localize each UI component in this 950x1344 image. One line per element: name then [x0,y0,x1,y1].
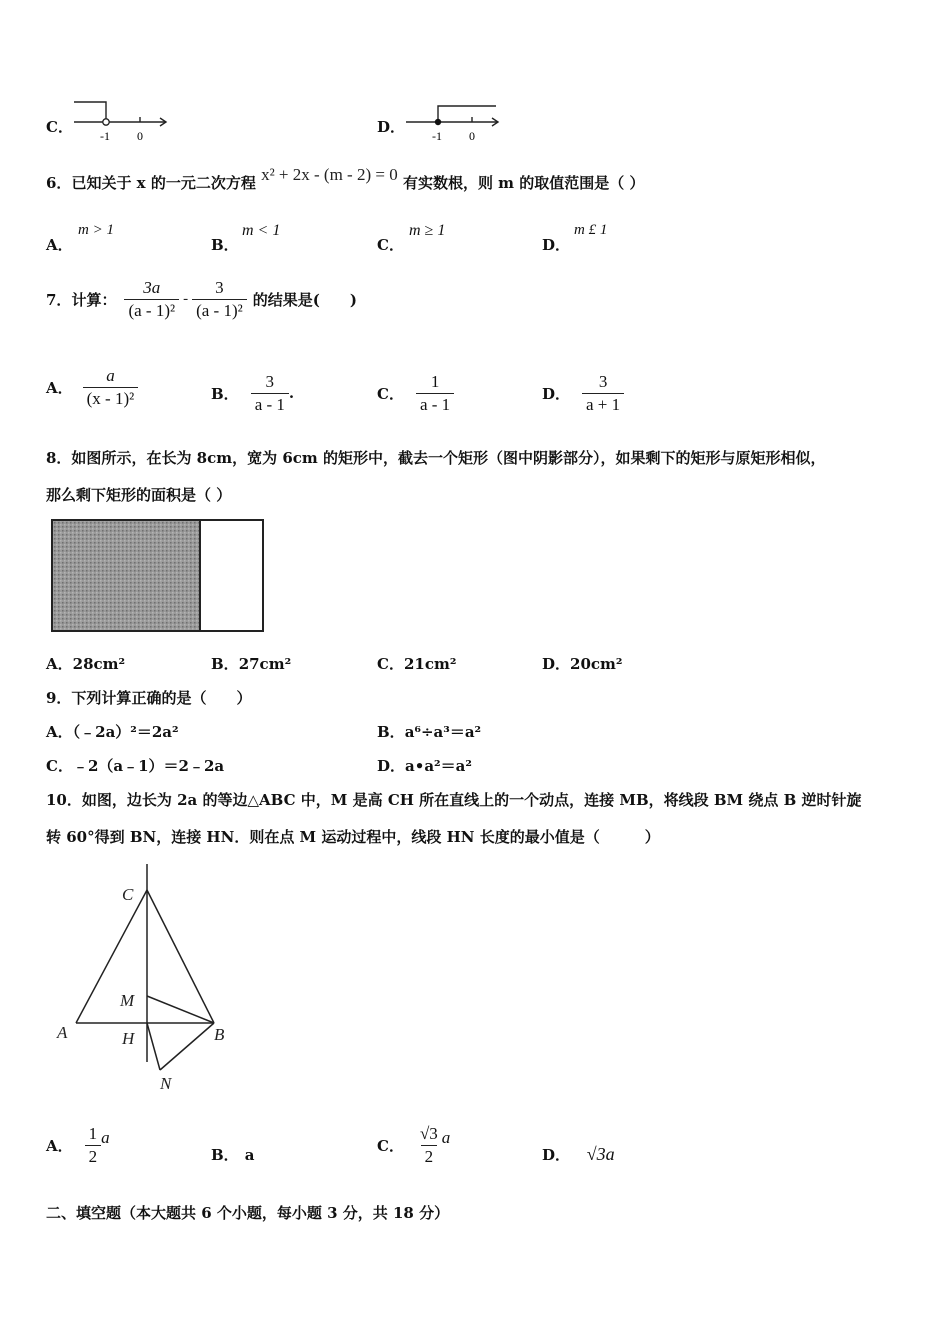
q7-option-b [211,372,294,414]
q7-option-b-num: 3 [265,372,275,391]
q8-option-c-label: C． [377,655,404,673]
q7-option-c-num: 1 [430,372,440,391]
q6-number: 6． [46,174,72,192]
q7-option-c [377,372,454,414]
q7-fraction-1 [124,278,179,320]
q7-option-b-fraction [251,372,289,414]
q10-option-b-label: B． [211,1146,239,1164]
q10-option-c-num: √3 [419,1124,438,1143]
q7-minus: - [183,290,189,307]
q8-remaining-rectangle [200,520,263,631]
q5-option-d-label: D． [377,118,406,136]
q7-frac1-num: 3a [143,278,161,297]
q7-option-a [46,366,138,408]
q6-text-after: 有实数根，则 m 的取值范围是（ ） [402,174,645,192]
q7-option-c-label: C． [377,384,404,403]
q8-option-b-value: 27cm² [238,655,292,673]
q8-option-b-label: B． [211,655,239,673]
q7-option-d-label: D． [542,384,571,403]
q8-option-d [542,653,622,674]
q8-stem-line1: 8．如图所示，在长为 8cm，宽为 6cm 的矩形中，截去一个矩形（图中阴影部分），如果剩下的矩形与原矩形相似， [46,449,826,467]
q10-point-n: N [160,1074,172,1093]
q7-number: 7． [46,290,72,309]
q9-option-b-value: a⁶÷a³＝a² [404,723,482,741]
q6-option-c-value: m ≥ 1 [409,222,446,239]
q9-option-b [377,721,481,742]
q8-rectangle-figure [50,518,272,634]
q7-frac1-den: (a - 1)² [124,299,179,321]
q6-text-before: 已知关于 x 的一元二次方程 [71,174,256,192]
q8-option-a [46,653,125,674]
q7-fraction-2 [192,278,247,320]
q9-option-d-label: D． [377,757,406,775]
q10-option-a [46,1124,110,1166]
q7-option-d-fraction [582,372,624,414]
q9-option-c-label: C． [46,757,73,775]
q8-option-c [377,653,456,674]
q10-option-a-den: 2 [85,1145,102,1167]
q5-option-c-numberline [72,98,172,146]
q10-point-h: H [122,1029,135,1048]
q7-option-c-fraction [416,372,454,414]
q8-option-d-value: 20cm² [570,655,623,673]
q5-option-c-label: C． [46,118,73,136]
q6-option-d-value: m £ 1 [574,222,608,238]
q7-option-b-label: B． [211,384,239,403]
q10-point-c: C [122,885,134,904]
q7-frac2-num: 3 [215,278,224,297]
q9-option-c [46,755,224,776]
q7-frac2-den: (a - 1)² [192,299,247,321]
q10-segment-mb [147,996,214,1023]
q10-option-a-tail: a [101,1128,110,1148]
q6-equation: x² + 2x - (m - 2) = 0 [261,165,398,184]
q7-option-c-den: a - 1 [416,393,454,415]
q7-option-d [542,372,624,414]
q9-option-b-label: B． [377,723,405,741]
q9-option-a-label: A． [46,723,73,741]
q8-option-a-value: 28cm² [72,655,126,673]
q6-option-b-value: m < 1 [242,222,281,239]
q10-point-b: B [214,1025,225,1044]
q10-stem-line1: 10．如图，边长为 2a 的等边△ABC 中，M 是高 CH 所在直线上的一个动点，连接 MB，将线段 BM 绕点 B 逆时针旋 [46,791,862,809]
q10-option-c-label: C． [377,1136,404,1155]
q7-option-b-tail: . [288,384,295,403]
q9-option-d [377,755,472,776]
q10-point-a: A [57,1023,68,1042]
q8-option-a-label: A． [46,655,73,673]
q10-point-m: M [120,991,135,1010]
q9-option-c-value: ﹣2（a﹣1）＝2﹣2a [72,757,225,775]
q5-c-tick-zero: 0 [137,129,143,143]
q7-option-a-den: (x - 1)² [83,387,139,409]
q8-option-c-value: 21cm² [403,655,457,673]
q10-option-c-fraction [416,1124,442,1166]
q9-option-a [46,721,179,742]
q10-option-c [377,1124,450,1166]
q7-option-a-label: A． [46,378,73,397]
q10-option-d [542,1144,615,1165]
q10-option-a-fraction [85,1124,102,1166]
q7-option-d-num: 3 [598,372,608,391]
q10-segment-bn [160,1023,214,1070]
q8-option-d-label: D． [542,655,571,673]
q10-side-cb [147,890,214,1023]
q9-option-a-value: （﹣2a）²＝2a² [72,723,179,741]
q6-stem [46,165,645,193]
q10-stem-line2: 转 60°得到 BN，连接 HN．则在点 M 运动过程中，线段 HN 长度的最小值是（ ） [46,828,660,846]
q7-option-d-den: a + 1 [582,393,624,415]
q10-option-c-den: 2 [421,1145,438,1167]
q7-option-a-num: a [106,366,115,385]
q10-option-b [211,1144,254,1165]
q5-d-tick-zero: 0 [469,129,475,143]
q8-stem-line2: 那么剩下矩形的面积是（ ） [46,486,232,504]
q6-option-a-value: m > 1 [78,222,114,238]
q10-option-a-num: 1 [88,1124,98,1143]
q7-prefix: 计算： [71,290,117,309]
q6-option-c-label: C． [377,236,404,254]
q9-stem: 9．下列计算正确的是（ ） [46,689,252,707]
q7-suffix: 的结果是( ) [252,290,357,309]
q8-option-b [211,653,291,674]
q10-triangle-figure [50,860,240,1100]
section2-heading: 二、填空题（本大题共 6 个小题，每小题 3 分，共 18 分） [46,1204,450,1222]
q10-option-b-value: a [244,1146,255,1164]
q7-option-a-fraction [83,366,139,408]
q6-option-a-label: A． [46,236,73,254]
q5-option-d-numberline [404,98,504,146]
q9-option-d-value: a•a²＝a² [405,757,472,775]
q10-option-a-label: A． [46,1136,73,1155]
q10-option-d-label: D． [542,1146,571,1164]
q6-option-d-label: D． [542,236,571,254]
q6-option-b-label: B． [211,236,239,254]
q5-d-tick-minus-one: -1 [432,129,442,143]
q10-segment-hn [147,1023,160,1070]
q10-option-d-value: √3a [586,1144,615,1164]
q10-option-c-tail: a [441,1128,451,1148]
q5-c-tick-minus-one: -1 [100,129,110,143]
q7-option-b-den: a - 1 [251,393,289,415]
q8-shaded-rectangle [52,520,200,631]
q10-side-ca [76,890,147,1023]
q7-stem [46,278,357,320]
